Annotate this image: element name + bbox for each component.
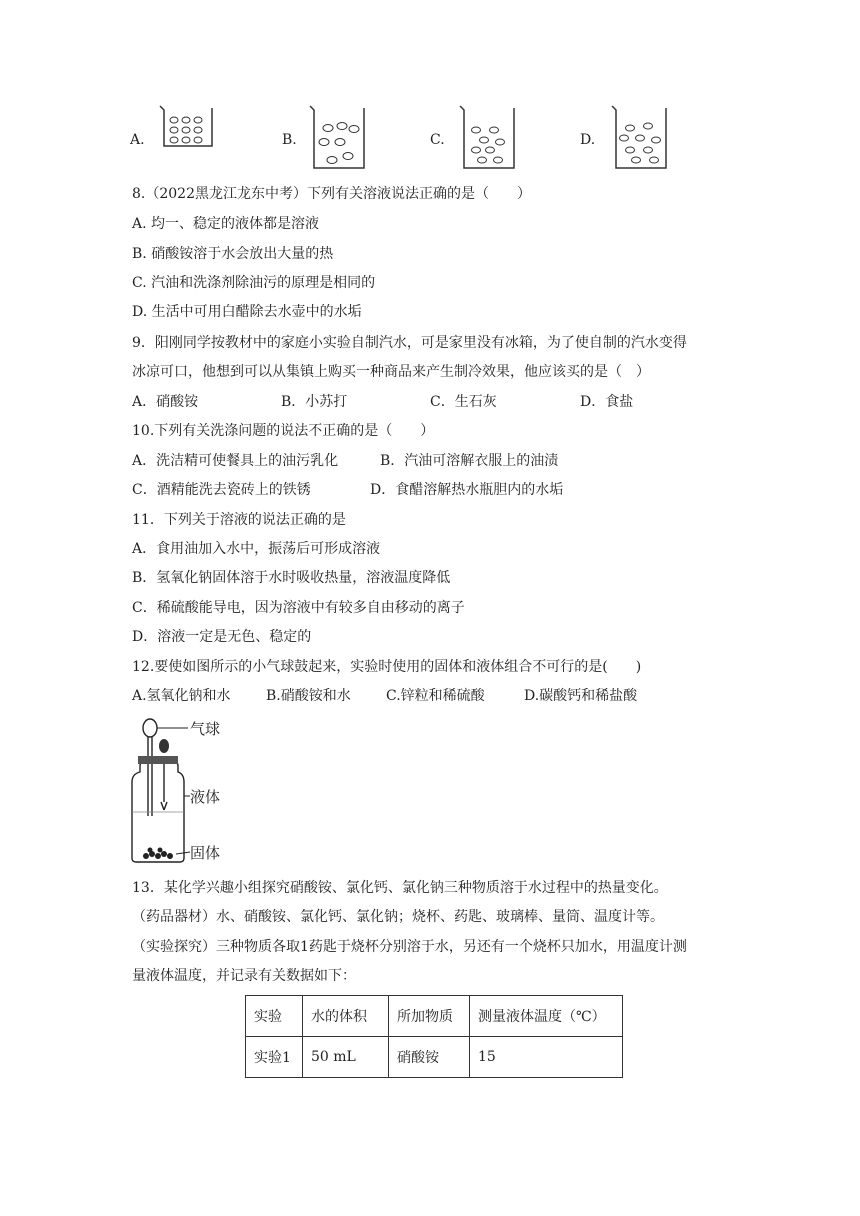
q11-option-c: C．稀硫酸能导电，因为溶液中有较多自由移动的离子 <box>132 600 465 616</box>
table-cell: 50 mL <box>303 1037 389 1078</box>
q10-option-c: C．酒精能洗去瓷砖上的铁锈 <box>132 482 311 498</box>
table-header-cell: 水的体积 <box>303 996 389 1037</box>
q8-stem: 8.（2022黑龙江龙东中考）下列有关溶液说法正确的是（ ） <box>132 186 531 202</box>
q9-option-b: B．小苏打 <box>281 394 348 410</box>
q9-option-a: A．硝酸铵 <box>132 394 199 410</box>
apparatus-figure <box>128 716 248 866</box>
table-cell: 实验1 <box>246 1037 303 1078</box>
q13-explore-line2: 量液体温度，并记录有关数据如下： <box>132 968 356 984</box>
table-cell: 15 <box>470 1037 623 1078</box>
table-header-cell: 测量液体温度（℃） <box>470 996 623 1037</box>
beaker-c-image <box>456 104 520 172</box>
q8-option-b: B. 硝酸铵溶于水会放出大量的热 <box>132 246 334 262</box>
q12-option-a: A.氢氧化钠和水 <box>132 688 231 704</box>
beaker-b-image <box>306 104 370 172</box>
q8-option-c: C. 汽油和洗涤剂除油污的原理是相同的 <box>132 275 376 291</box>
q11-option-d: D．溶液一定是无色、稳定的 <box>132 629 312 645</box>
q10-option-b: B．汽油可溶解衣服上的油渍 <box>380 453 559 469</box>
q9-option-d: D．食盐 <box>580 394 634 410</box>
q13-materials: （药品器材）水、硝酸铵、氯化钙、氯化钠；烧杯、药匙、玻璃棒、量筒、温度计等。 <box>132 909 664 925</box>
option-c-label: C. <box>430 132 445 148</box>
q10-stem: 10.下列有关洗涤问题的说法不正确的是（ ） <box>132 423 435 439</box>
table-header-row <box>246 996 623 1037</box>
label-liquid: 液体 <box>190 788 221 806</box>
q11-option-b: B．氢氧化钠固体溶于水时吸收热量，溶液温度降低 <box>132 570 451 586</box>
beaker-d-image <box>608 104 672 172</box>
q12-option-b: B.硝酸铵和水 <box>266 688 351 704</box>
table-header-cell: 实验 <box>246 996 303 1037</box>
table-cell: 硝酸铵 <box>389 1037 470 1078</box>
label-balloon: 气球 <box>190 720 221 738</box>
option-a-label: A. <box>130 132 145 148</box>
option-d-label: D. <box>580 132 596 148</box>
q9-stem-line2: 冰凉可口，他想到可以从集镇上购买一种商品来产生制冷效果，他应该买的是（ ） <box>132 364 650 380</box>
q10-option-d: D．食醋溶解热水瓶胆内的水垢 <box>370 482 564 498</box>
table-header-cell: 所加物质 <box>389 996 470 1037</box>
flask-drawing <box>128 716 248 866</box>
q8-option-d: D. 生活中可用白醋除去水壶中的水垢 <box>132 304 362 320</box>
table-row <box>246 1037 623 1078</box>
q11-option-a: A．食用油加入水中，振荡后可形成溶液 <box>132 541 381 557</box>
beaker-a-image <box>156 104 220 148</box>
q12-stem: 12.要使如图所示的小气球鼓起来，实验时使用的固体和液体组合不可行的是( ) <box>132 659 642 675</box>
q13-explore-line1: （实验探究）三种物质各取1药匙于烧杯分别溶于水，另还有一个烧杯只加水，用温度计测 <box>132 939 687 955</box>
option-b-label: B. <box>282 132 297 148</box>
q12-option-d: D.碳酸钙和稀盐酸 <box>524 688 638 704</box>
q9-stem-line1: 9．阳刚同学按教材中的家庭小实验自制汽水，可是家里没有冰箱，为了使自制的汽水变得 <box>132 335 687 351</box>
q13-stem: 13．某化学兴趣小组探究硝酸铵、氯化钙、氯化钠三种物质溶于水过程中的热量变化。 <box>132 880 668 896</box>
q9-option-c: C．生石灰 <box>430 394 497 410</box>
q8-option-a: A. 均一、稳定的液体都是溶液 <box>132 216 320 232</box>
q11-stem: 11．下列关于溶液的说法正确的是 <box>132 512 346 528</box>
experiment-table <box>245 995 623 1078</box>
q10-option-a: A．洗洁精可使餐具上的油污乳化 <box>132 453 339 469</box>
q12-option-c: C.锌粒和稀硫酸 <box>386 688 485 704</box>
label-solid: 固体 <box>190 844 221 862</box>
